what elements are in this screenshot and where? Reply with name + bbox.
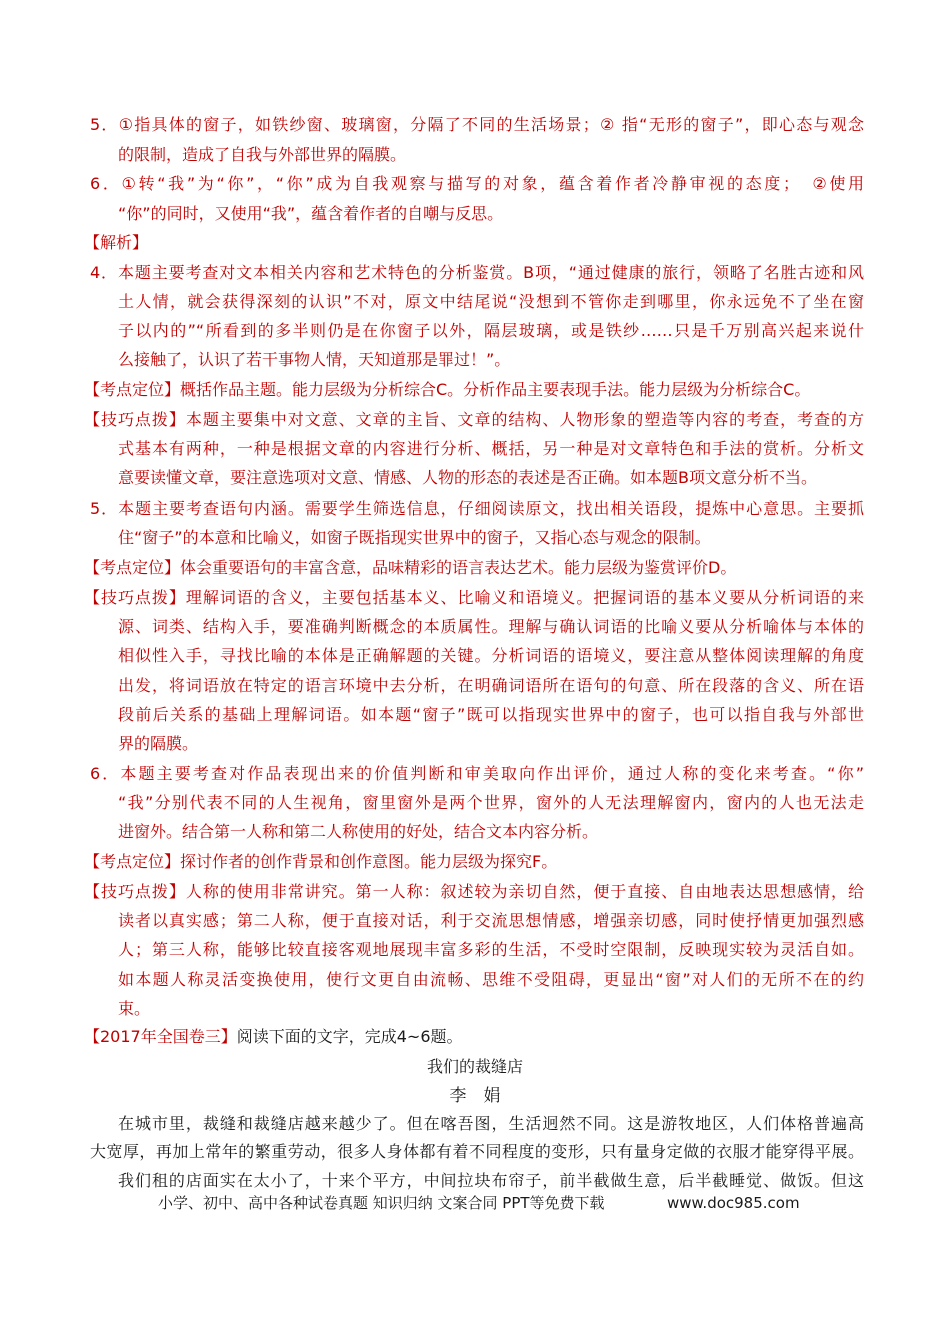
- analysis-6-line-1: 6．本题主要考查对作品表现出来的价值判断和审美取向作出评价，通过人称的变化来考查。“你”: [90, 764, 864, 783]
- analysis-4-line-1: 4．本题主要考查对文本相关内容和艺术特色的分析鉴赏。B项，“通过健康的旅行，领略了名胜古迹和风: [90, 263, 864, 282]
- kaodian-4: 【考点定位】概括作品主题。能力层级为分析综合C。分析作品主要表现手法。能力层级为分析综合C。: [84, 380, 811, 399]
- kaodian-6: 【考点定位】探讨作者的创作背景和创作意图。能力层级为探究F。: [84, 852, 558, 871]
- jiqiao-5-line-5: 段前后关系的基础上理解词语。如本题“窗子”既可以指现实世界中的窗子，也可以指自我与外部世: [118, 705, 864, 724]
- jiqiao-4-line-2: 式基本有两种，一种是根据文章的内容进行分析、概括，另一种是对文章特色和手法的赏析。分析文: [118, 439, 864, 458]
- jiqiao-5-line-1: 【技巧点拨】理解词语的含义，主要包括基本义、比喻义和语境义。把握词语的基本义要从分析词语的来: [84, 588, 864, 607]
- jiqiao-4-line-3: 意要读懂文章，要注意选项对文意、情感、人物的形态的表述是否正确。如本题B项文意分析不当。: [118, 468, 817, 487]
- analysis-4-line-4: 么接触了，认识了若干事物人情，天知道那是罪过！”。: [118, 350, 511, 369]
- answer-5-line-1: 5．①指具体的窗子，如铁纱窗、玻璃窗，分隔了不同的生活场景；② 指“无形的窗子”，即心态与观念: [90, 115, 864, 134]
- exam-source-instruction: 阅读下面的文字，完成4~6题。: [236, 1027, 463, 1046]
- answer-6-line-1: 6．①转“我”为“你”，“你”成为自我观察与描写的对象，蕴含着作者冷静审视的态度； ②使用: [90, 174, 864, 193]
- footer-url[interactable]: www.doc985.com: [667, 1194, 800, 1212]
- jiqiao-6-line-2: 读者以真实感；第二人称，便于直接对话，利于交流思想情感，增强亲切感，同时使抒情更加强烈感: [118, 911, 864, 930]
- analysis-6-line-2: “我”分别代表不同的人生视角，窗里窗外是两个世界，窗外的人无法理解窗内，窗内的人也无法走: [118, 793, 864, 812]
- jiqiao-6-line-4: 如本题人称灵活变换使用，使行文更自由流畅、思维不受阻碍，更显出“窗”对人们的无所不在的约: [118, 970, 864, 989]
- jiqiao-5-line-3: 相似性入手，寻找比喻的本体是正确解题的关键。分析词语的语境义，要注意从整体阅读理解的角度: [118, 646, 864, 665]
- jiqiao-5-line-6: 界的隔膜。: [118, 734, 199, 753]
- analysis-4-line-3: 子以内的”“所看到的多半则仍是在你窗子以外，隔层玻璃，或是铁纱……只是千万别高兴起来说什: [118, 321, 864, 340]
- jiqiao-6-line-5: 束。: [118, 999, 151, 1018]
- answer-5-line-2: 的限制，造成了自我与外部世界的隔膜。: [118, 145, 407, 164]
- jiqiao-6-line-3: 人；第三人称，能够比较直接客观地展现丰富多彩的生活，不受时空限制，反映现实较为灵活自如。: [118, 940, 864, 959]
- analysis-heading: 【解析】: [84, 233, 149, 252]
- analysis-4-line-2: 土人情，就会获得深刻的认识”不对，原文中结尾说“没想到不管你走到哪里，你永远免不了坐在窗: [118, 292, 864, 311]
- footer-text: 小学、初中、高中各种试卷真题 知识归纳 文案合同 PPT等免费下载: [158, 1194, 605, 1212]
- article-line-2: 大宽厚，再加上常年的繁重劳动，很多人身体都有着不同程度的变形，只有量身定做的衣服才能穿得平展。: [90, 1142, 864, 1161]
- exam-source-tag: 【2017年全国卷三】: [84, 1027, 237, 1046]
- article-title: 我们的裁缝店: [426, 1057, 523, 1076]
- exam-source-line: [84, 1027, 463, 1047]
- jiqiao-4-line-1: 【技巧点拨】本题主要集中对文意、文章的主旨、文章的结构、人物形象的塑造等内容的考查，考查的方: [84, 410, 864, 429]
- article-line-3: 我们租的店面实在太小了，十来个平方，中间拉块布帘子，前半截做生意，后半截睡觉、做饭。但这: [118, 1171, 864, 1190]
- kaodian-5: 【考点定位】体会重要语句的丰富含意，品味精彩的语言表达艺术。能力层级为鉴赏评价D。: [84, 558, 737, 577]
- answer-6-line-2: “你”的同时，又使用“我”，蕴含着作者的自嘲与反思。: [118, 204, 504, 223]
- article-line-1: 在城市里，裁缝和裁缝店越来越少了。但在喀吾图，生活迥然不同。这是游牧地区，人们体格普遍高: [118, 1114, 864, 1133]
- analysis-6-line-3: 进窗外。结合第一人称和第二人称使用的好处，结合文本内容分析。: [118, 822, 599, 841]
- analysis-5-line-2: 住“窗子”的本意和比喻义，如窗子既指现实世界中的窗子，又指心态与观念的限制。: [118, 528, 711, 547]
- analysis-5-line-1: 5．本题主要考查语句内涵。需要学生筛选信息，仔细阅读原文，找出相关语段，提炼中心意思。主要抓: [90, 499, 864, 518]
- article-author: 李 娟: [449, 1086, 501, 1106]
- jiqiao-5-line-2: 源、词类、结构入手，要准确判断概念的本质属性。理解与确认词语的比喻义要从分析喻体与本体的: [118, 617, 864, 636]
- jiqiao-6-line-1: 【技巧点拨】人称的使用非常讲究。第一人称：叙述较为亲切自然，便于直接、自由地表达思想感情，给: [84, 882, 864, 901]
- jiqiao-5-line-4: 出发，将词语放在特定的语言环境中去分析，在明确词语所在语句的句意、所在段落的含义、所在语: [118, 676, 864, 695]
